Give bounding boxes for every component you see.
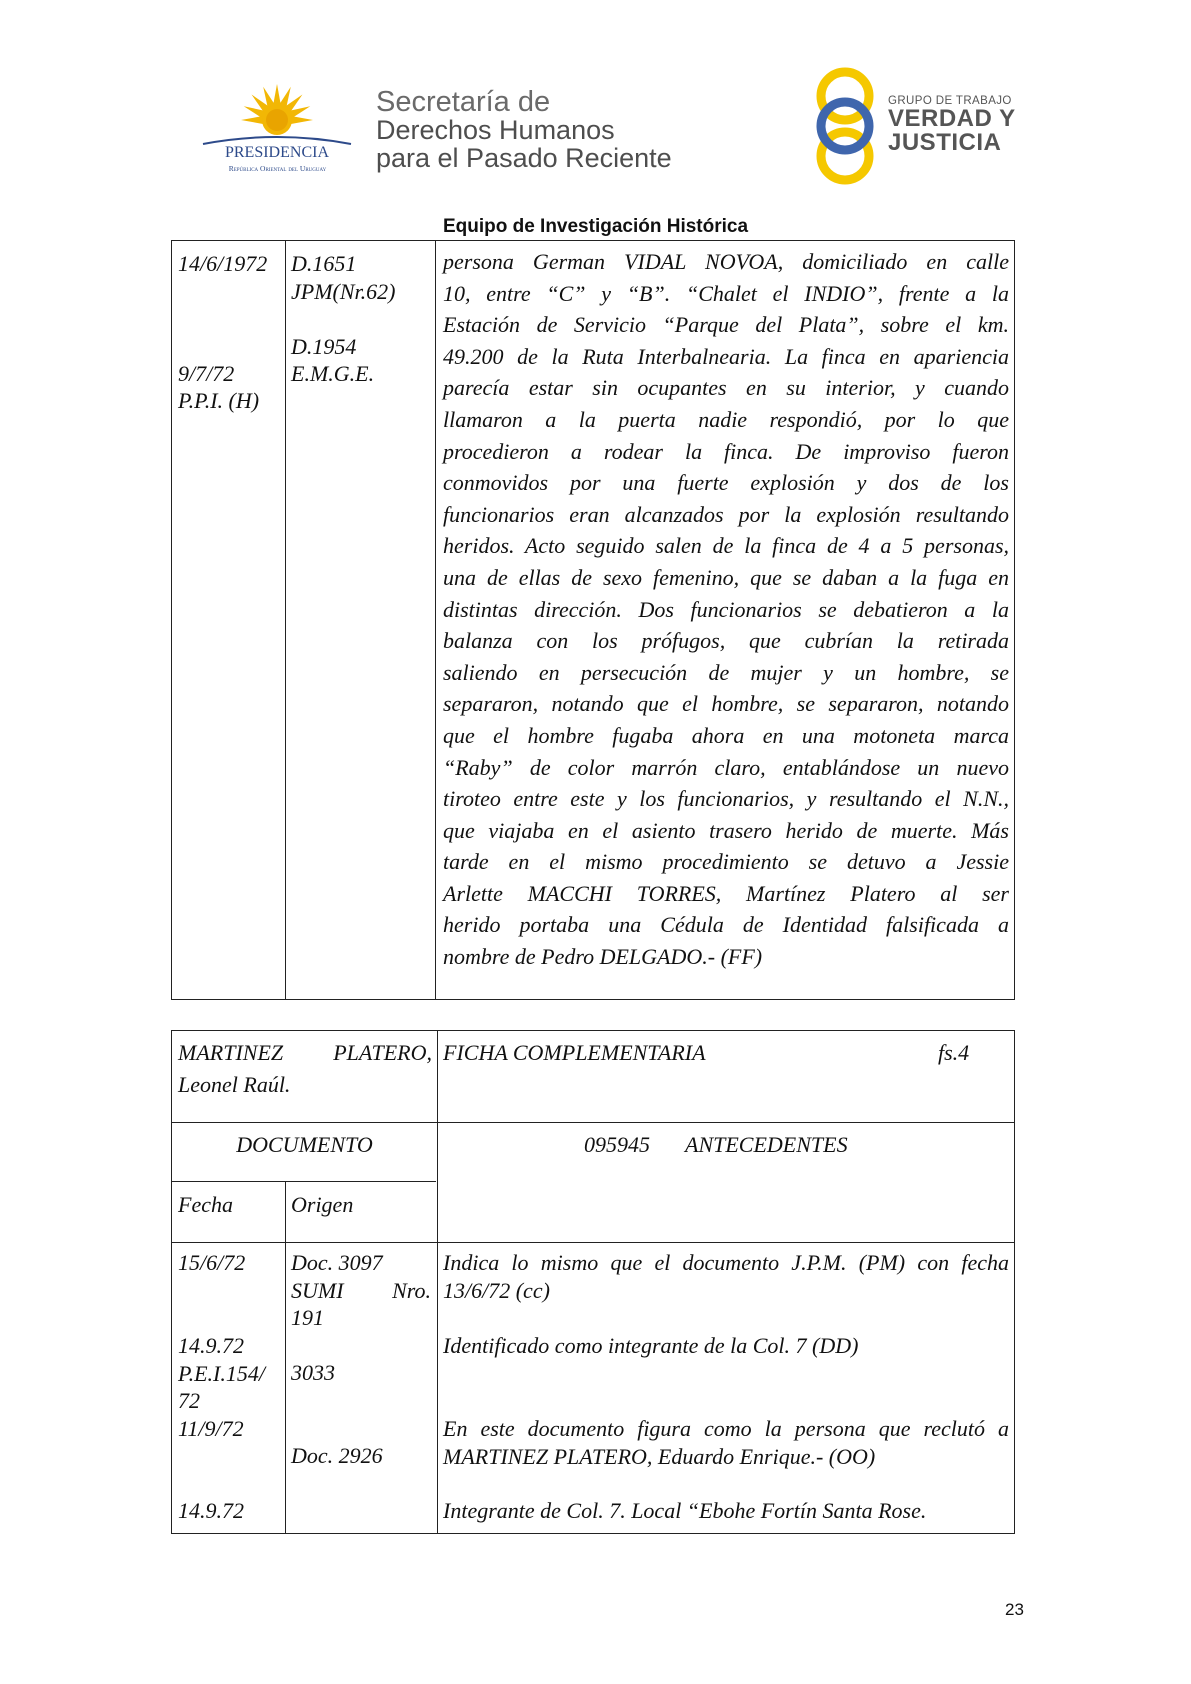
folio-number: fs.4 xyxy=(938,1040,970,1065)
entry-text-line: tiroteo entre este y los funcionarios, y resultando el N.N., xyxy=(443,786,1009,812)
entry-text-line: llamaron a la puerta nadie respondió, por lo que xyxy=(443,406,1009,432)
ficha-complementaria-table xyxy=(171,1030,1015,1534)
entry-text-line: saliendo en persecución de mujer y un hombre, se xyxy=(443,659,1009,685)
entry-text-line: 49.200 de la Ruta Interbalnearia. La finca en apariencia xyxy=(443,343,1009,369)
entry-text-line: parecía estar sin ocupantes en su interior, y cuando xyxy=(443,375,1009,401)
row-origen-line: Doc. 3097 xyxy=(291,1250,383,1275)
row-fecha: 11/9/72 xyxy=(178,1416,244,1441)
row-texto-line: Indica lo mismo que el documento J.P.M. (PM) con fecha xyxy=(443,1250,1009,1275)
secretaria-line-3: para el Pasado Reciente xyxy=(376,143,672,173)
entry-text-line: 10, entre “C” y “B”. “Chalet el INDIO”, frente a la xyxy=(443,280,1009,306)
entry-text-line: funcionarios eran alcanzados por la explosión resultando xyxy=(443,501,1009,527)
row-texto-line: MARTINEZ PLATERO, Eduardo Enrique.- (OO) xyxy=(443,1443,876,1469)
subject-given-names: Leonel Raúl. xyxy=(178,1071,291,1097)
entry-text-line: que viajaba en el asiento trasero herido de muerte. Más xyxy=(443,817,1009,843)
row-texto: Integrante de Col. 7. Local “Ebohe Fortín Santa Rose. xyxy=(443,1498,927,1523)
entry-origin: D.1651 xyxy=(291,251,357,276)
row-fecha: 14.9.72 xyxy=(178,1498,244,1523)
row-origen: Doc. 2926 xyxy=(291,1443,383,1468)
entry-text xyxy=(443,246,1009,973)
grupo-trabajo-logo-text xyxy=(888,95,1016,155)
antecedentes-header: ANTECEDENTES xyxy=(685,1132,848,1157)
grupo-line-2: VERDAD Y xyxy=(888,105,1016,132)
subject-name xyxy=(178,1037,432,1100)
row-fecha-line: 15/6/72 xyxy=(178,1250,246,1275)
documento-header: DOCUMENTO xyxy=(236,1132,373,1157)
entry-text-line: tarde en el mismo procedimiento se detuvo a Jessie xyxy=(443,849,1009,875)
row-fecha-line: P.E.I.154/ xyxy=(178,1360,265,1386)
row-texto xyxy=(443,1249,1009,1304)
team-title: Equipo de Investigación Histórica xyxy=(442,216,749,237)
row-texto-line: 13/6/72 (cc) xyxy=(443,1277,550,1303)
entry-text-line: conmovidos por una fuerte explosión y dos de los xyxy=(443,470,1009,496)
presidencia-logo xyxy=(195,82,360,182)
row-origen xyxy=(291,1249,431,1332)
fecha-header: Fecha xyxy=(178,1192,233,1217)
entry-text-line: separaron, notando que el hombre, se separaron, notando xyxy=(443,691,1009,717)
entry-text-line: balanza con los prófugos, que cubrían la retirada xyxy=(443,628,1009,654)
origen-header: Origen xyxy=(291,1192,354,1217)
entry-text-line: procedieron a rodear la finca. De improviso fueron xyxy=(443,438,1009,464)
entry-origin: D.1954 xyxy=(291,334,357,359)
entry-date: 9/7/72 xyxy=(178,361,235,386)
entry-text-line: Arlette MACCHI TORRES, Martínez Platero al ser xyxy=(443,880,1009,906)
subject-surname: MARTINEZ xyxy=(178,1040,284,1065)
row-texto xyxy=(443,1415,1009,1470)
row-texto: Identificado como integrante de la Col. 7 (DD) xyxy=(443,1333,859,1358)
page-number: 23 xyxy=(1005,1600,1024,1619)
row-texto-line: En este documento figura como la persona que reclutó a xyxy=(443,1416,1009,1441)
record-number: 095945 xyxy=(584,1132,650,1157)
entry-text-line: persona German VIDAL NOVOA, domiciliado en calle xyxy=(443,249,1009,274)
row-fecha-line: 72 xyxy=(178,1388,200,1413)
entry-text-line: distintas dirección. Dos funcionarios se debatieron a la xyxy=(443,596,1009,622)
row-fecha xyxy=(178,1332,265,1415)
subject-surname-2: PLATERO, xyxy=(333,1040,432,1065)
secretaria-line-2: Derechos Humanos xyxy=(376,115,615,145)
entry-text-line: “Raby” de color marrón claro, entablándose un nuevo xyxy=(443,754,1009,780)
antecedents-table-continued xyxy=(171,240,1015,1000)
entry-text-line: Estación de Servicio “Parque del Plata”, sobre el km. xyxy=(443,312,1009,338)
secretaria-logo-text xyxy=(376,88,672,172)
secretaria-line-1: Secretaría de xyxy=(376,86,551,118)
row-origen: 3033 xyxy=(291,1360,335,1385)
entry-text-line: una de ellas de sexo femenino, que se daban a la fuga en xyxy=(443,564,1009,590)
entry-origin: E.M.G.E. xyxy=(291,361,375,386)
grupo-line-3: JUSTICIA xyxy=(888,129,1002,156)
presidencia-logo-subtext: República Oriental del Uruguay xyxy=(228,164,327,173)
entry-date: 14/6/1972 xyxy=(178,251,268,276)
grupo-line-1: GRUPO DE TRABAJO xyxy=(888,95,1012,107)
row-origen-line: SUMI Nro. xyxy=(291,1277,431,1303)
row-fecha xyxy=(178,1249,245,1277)
entry-text-line: que el hombre fugaba ahora en una motoneta marca xyxy=(443,722,1009,748)
entry-text-line: heridos. Acto seguido salen de la finca de 4 a 5 personas, xyxy=(443,533,1009,559)
entry-text-line: nombre de Pedro DELGADO.- (FF) xyxy=(443,944,763,970)
presidencia-logo-text: PRESIDENCIA xyxy=(224,144,329,161)
entry-date: P.P.I. (H) xyxy=(178,388,260,413)
entry-text-line: herido portaba una Cédula de Identidad falsificada a xyxy=(443,912,1009,938)
row-fecha-line: 14.9.72 xyxy=(178,1333,244,1358)
ficha-title: FICHA COMPLEMENTARIA xyxy=(443,1040,706,1065)
entry-origin: JPM(Nr.62) xyxy=(291,279,396,304)
row-origen-line: 191 xyxy=(291,1305,324,1330)
